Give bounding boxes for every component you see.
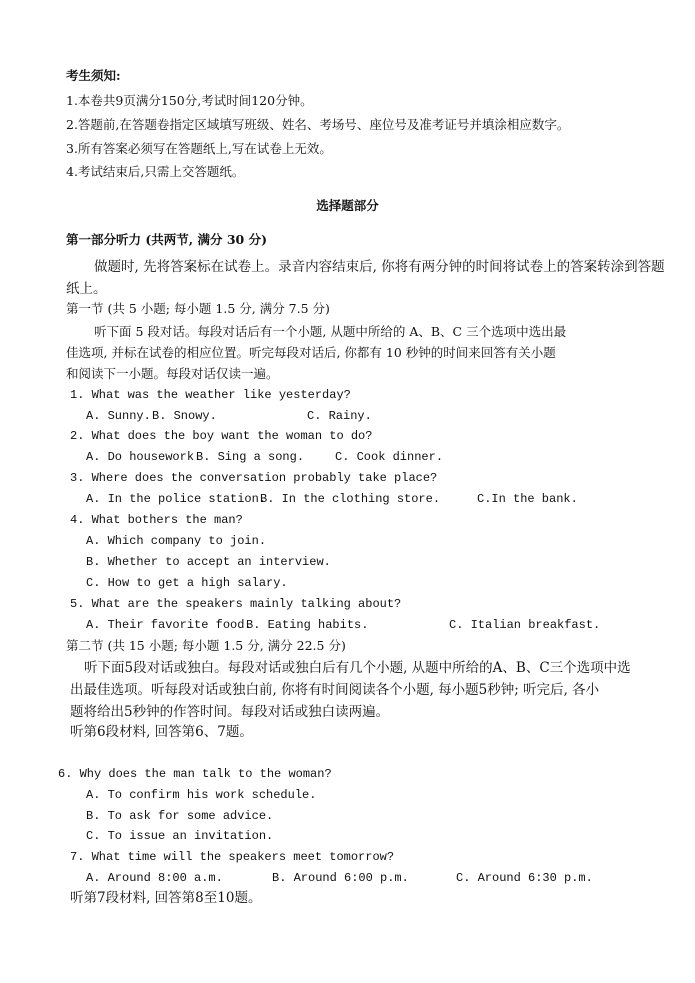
question-4-option-c: C. How to get a high salary. <box>86 576 288 590</box>
section1-instruction-line1: 听下面 5 段对话。每段对话后有一个小题, 从题中所给的 A、B、C 三个选项中选出最 <box>94 324 567 339</box>
section2-instruction-line1: 听下面5段对话或独白。每段对话或独白后有几个小题, 从题中所给的A、B、C三个选项中选 <box>84 660 631 676</box>
question-5-option-c: C. Italian breakfast. <box>449 618 601 632</box>
question-3-option-c: C.In the bank. <box>477 492 578 506</box>
question-1-option-b: B. Snowy. <box>152 409 217 423</box>
part1-instruction-line2: 纸上。 <box>66 281 107 297</box>
question-3-stem: 3. Where does the conversation probably take place? <box>70 471 438 485</box>
question-1-stem: 1. What was the weather like yesterday? <box>70 388 351 402</box>
section1-instruction-line2: 佳选项, 并标在试卷的相应位置。听完每段对话后, 你都有 10 秒钟的时间来回答有关小题 <box>66 345 556 360</box>
section2-heading: 第二节 (共 15 小题; 每小题 1.5 分, 满分 22.5 分) <box>66 638 346 653</box>
section1-instruction-line3: 和阅读下一小题。每段对话仅读一遍。 <box>66 366 279 381</box>
section2-instruction-line3: 题将给出5秒钟的作答时间。每段对话或独白读两遍。 <box>70 704 390 720</box>
question-7-stem: 7. What time will the speakers meet tomorrow? <box>70 850 395 864</box>
section2-instruction-line2: 出最佳选项。听每段对话或独白前, 你将有时间阅读各个小题, 每小题5秒钟; 听完后, 各小 <box>70 682 600 698</box>
section1-heading: 第一节 (共 5 小题; 每小题 1.5 分, 满分 7.5 分) <box>66 301 330 316</box>
question-3-option-b: B. In the clothing store. <box>260 492 441 506</box>
question-1-option-c: C. Rainy. <box>307 409 372 423</box>
question-2-option-a: A. Do housework. <box>86 450 202 464</box>
question-6-option-c: C. To issue an invitation. <box>86 829 274 843</box>
question-5-option-a: A. Their favorite food. <box>86 618 252 632</box>
notice-title: 考生须知: <box>66 68 121 83</box>
question-7-option-a: A. Around 8:00 a.m. <box>86 871 223 885</box>
question-6-option-a: A. To confirm his work schedule. <box>86 788 317 802</box>
question-6-stem: 6. Why does the man talk to the woman? <box>58 767 332 781</box>
question-5-option-b: B. Eating habits. <box>246 618 369 632</box>
notice-item-3: 3.所有答案必须写在答题纸上,写在试卷上无效。 <box>66 141 332 156</box>
question-4-option-b: B. Whether to accept an interview. <box>86 555 331 569</box>
material-7-instruction: 听第7段材料, 回答第8至10题。 <box>70 890 262 906</box>
question-3-option-a: A. In the police station. <box>86 492 267 506</box>
part1-instruction-line1: 做题时, 先将答案标在试卷上。录音内容结束后, 你将有两分钟的时间将试卷上的答案转涂到答题 <box>94 259 665 275</box>
material-6-instruction: 听第6段材料, 回答第6、7题。 <box>70 724 253 740</box>
question-2-option-b: B. Sing a song. <box>196 450 305 464</box>
part1-heading: 第一部分听力 (共两节, 满分 30 分) <box>66 232 267 247</box>
question-6-option-b: B. To ask for some advice. <box>86 809 274 823</box>
question-1-option-a: A. Sunny. <box>86 409 151 423</box>
question-7-option-c: C. Around 6:30 p.m. <box>456 871 593 885</box>
section-title: 选择题部分 <box>316 198 379 213</box>
notice-item-4: 4.考试结束后,只需上交答题纸。 <box>66 164 245 179</box>
notice-item-1: 1.本卷共9页满分150分,考试时间120分钟。 <box>66 93 313 108</box>
question-2-stem: 2. What does the boy want the woman to do? <box>70 429 373 443</box>
notice-item-2: 2.答题前,在答题卷指定区域填写班级、姓名、考场号、座位号及准考证号并填涂相应数字。 <box>66 117 570 132</box>
question-7-option-b: B. Around 6:00 p.m. <box>272 871 409 885</box>
question-4-option-a: A. Which company to join. <box>86 534 267 548</box>
question-5-stem: 5. What are the speakers mainly talking about? <box>70 597 402 611</box>
question-4-stem: 4. What bothers the man? <box>70 513 243 527</box>
question-2-option-c: C. Cook dinner. <box>335 450 444 464</box>
